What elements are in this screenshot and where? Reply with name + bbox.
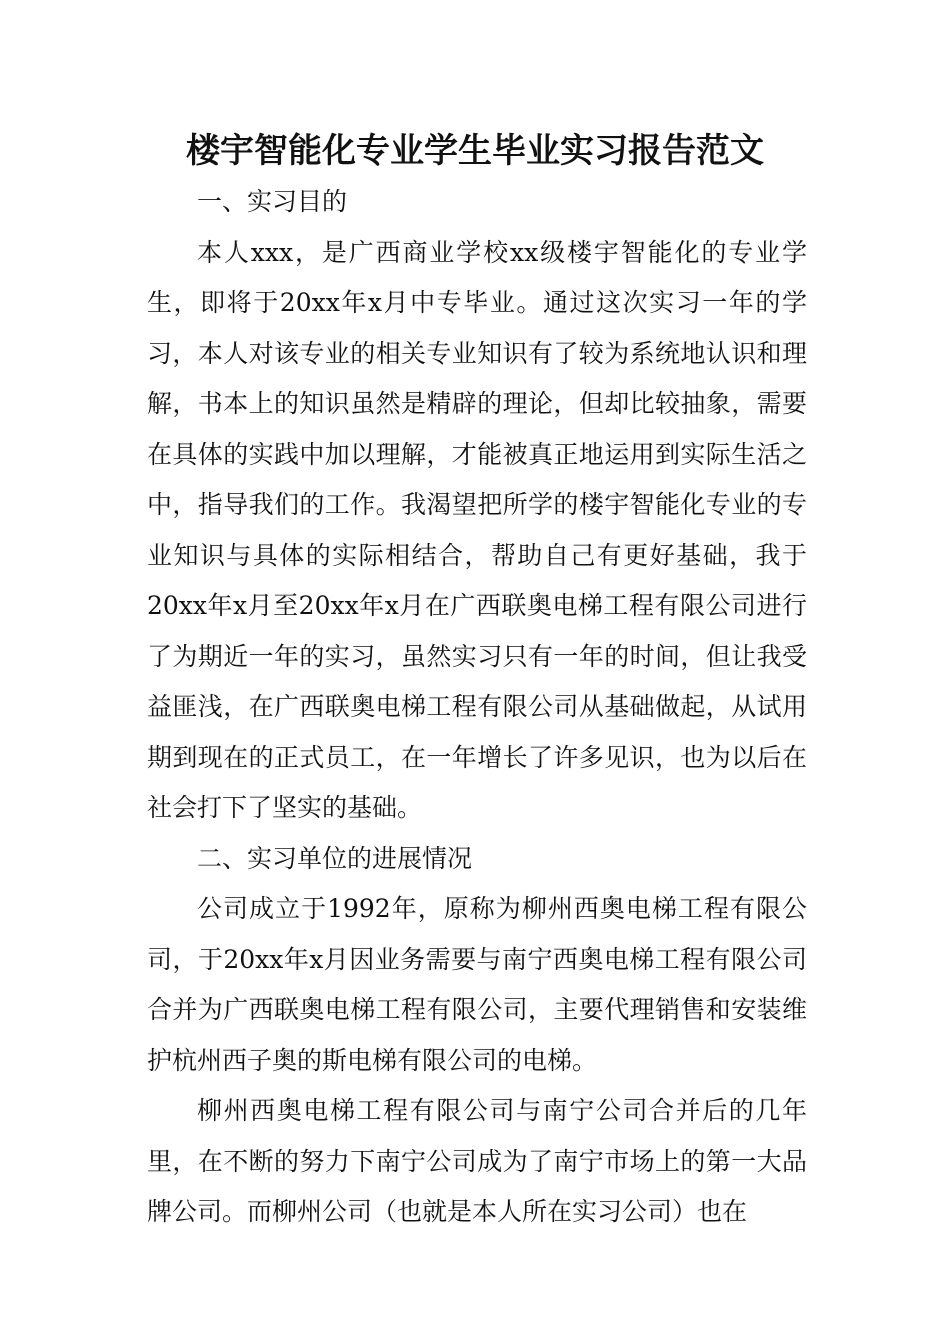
document-title: 楼宇智能化专业学生毕业实习报告范文 [186, 131, 764, 171]
document-body [147, 177, 807, 1238]
section-heading-1: 一、实习目的 [197, 187, 348, 216]
paragraph-1: 本人xxx，是广西商业学校xx级楼宇智能化的专业学生，即将于20xx年x月中专毕业。通过这次实习一年的学习，本人对该专业的相关专业知识有了较为系统地认识和理解，书本上的知识虽然是精辟的理论，但却比较抽象，需要在具体的实践中加以理解，才能被真正地运用到实际生活之中，指导我们的工作。我渴望把所学的楼宇智能化专业的专业知识与具体的实际相结合，帮助自己有更好基础，我于20xx年x月至20xx年x月在广西联奥电梯工程有限公司进行了为期近一年的实习，虽然实习只有一年的时间，但让我受益匪浅，在广西联奥电梯工程有限公司从基础做起，从试用期到现在的正式员工，在一年增长了许多见识，也为以后在社会打下了坚实的基础。 [147, 237, 807, 822]
paragraph-2: 公司成立于1992年，原称为柳州西奥电梯工程有限公司，于20xx年x月因业务需要与南宁西奥电梯工程有限公司合并为广西联奥电梯工程有限公司，主要代理销售和安装维护杭州西子奥的斯电梯有限公司的电梯。 [147, 894, 807, 1075]
section-heading-2: 二、实习单位的进展情况 [197, 843, 473, 873]
paragraph-3: 柳州西奥电梯工程有限公司与南宁公司合并后的几年里，在不断的努力下南宁公司成为了南宁市场上的第一大品牌公司。而柳州公司（也就是本人所在实习公司）也在 [147, 1096, 807, 1226]
